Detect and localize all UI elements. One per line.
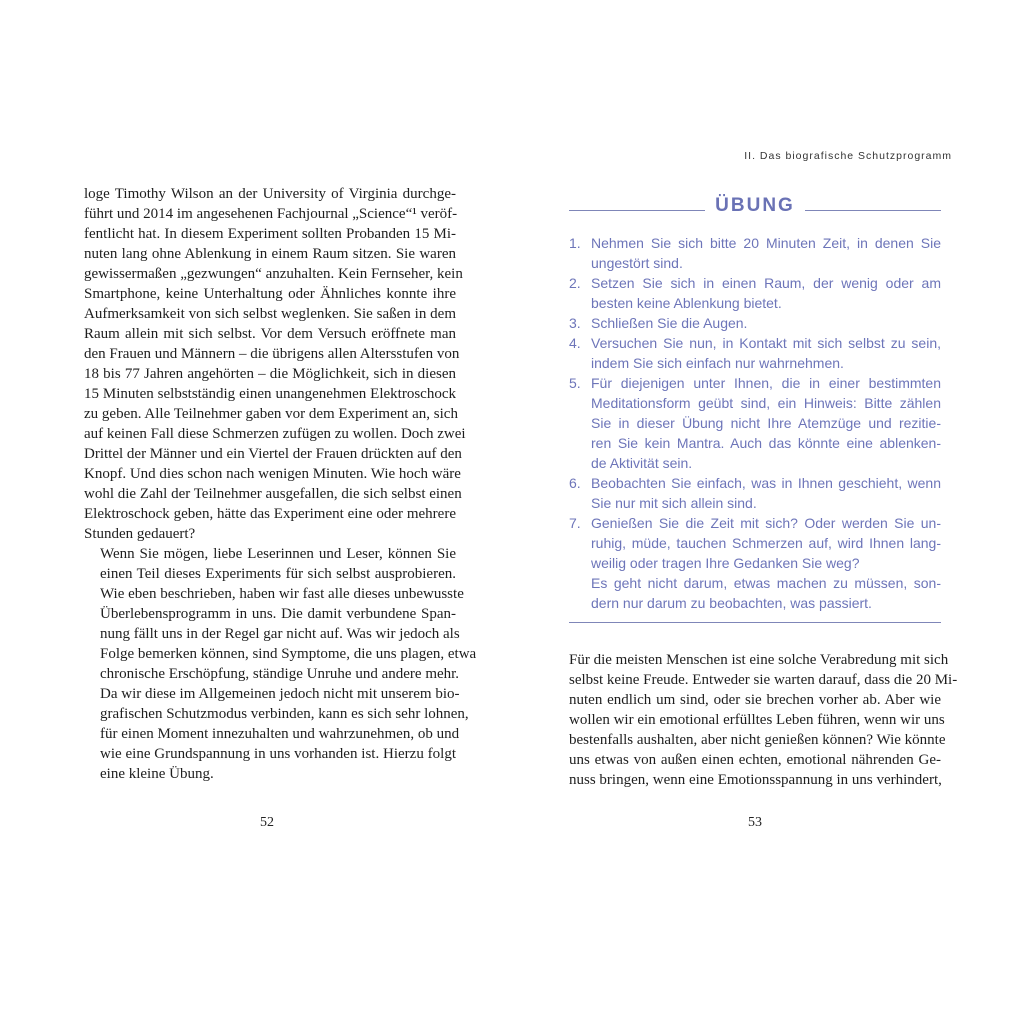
text-line: Beobachten Sie einfach, was in Ihnen geschieht, wenn: [591, 475, 941, 491]
header-rule-left: [569, 210, 705, 211]
page-number-left: 52: [260, 815, 274, 830]
exercise-item-number: 5.: [569, 375, 581, 391]
exercise-item-text: [591, 473, 941, 513]
text-line: Überlebensprogramm in uns. Die damit verbundene Span-: [100, 606, 456, 622]
exercise-item-text: [591, 233, 941, 273]
text-line: Nehmen Sie sich bitte 20 Minuten Zeit, in denen Sie: [591, 235, 941, 251]
text-line: besten keine Ablenkung bietet.: [591, 295, 782, 311]
text-line: auf keinen Fall diese Schmerzen zufügen zu wollen. Doch zwei: [84, 426, 466, 442]
text-line: de Aktivität sein.: [591, 455, 693, 471]
exercise-header: [569, 193, 941, 219]
right-body-text: [569, 650, 958, 790]
text-line: Smartphone, keine Unterhaltung oder Ähnliches konnte ihre: [84, 286, 456, 302]
text-line: Folge bemerken können, sind Symptome, die uns plagen, etwa: [100, 646, 477, 662]
text-line: bestenfalls aushalten, aber nicht genießen können? Wie könnte: [569, 732, 946, 748]
text-line: 18 bis 77 Jahren angehörten – die Möglichkeit, sich in diesen: [84, 366, 456, 382]
exercise-item: [569, 233, 941, 273]
text-line: uns etwas von außen einen echten, emotional nährenden Ge-: [569, 752, 941, 768]
text-line: indem Sie sich einfach nur wahrnehmen.: [591, 355, 844, 371]
exercise-item-text: [591, 273, 941, 313]
text-line: wollen wir ein emotional erfülltes Leben führen, wenn wir uns: [569, 712, 945, 728]
text-line: 15 Minuten selbstständig einen unangenehmen Elektroschock: [84, 386, 456, 402]
text-line: Meditationsform geübt sind, ein Hinweis: Bitte zählen: [591, 395, 941, 411]
exercise-item-text: [591, 333, 941, 373]
left-body-text: [84, 184, 477, 784]
exercise-item-number: 1.: [569, 235, 581, 251]
text-line: selbst keine Freude. Entweder sie warten darauf, dass die 20 Mi-: [569, 672, 958, 688]
exercise-box: [569, 193, 941, 613]
text-line: Für diejenigen unter Ihnen, die in einer bestimmten: [591, 375, 941, 391]
text-line: loge Timothy Wilson an der University of Virginia durchge-: [84, 186, 456, 202]
exercise-item-number: 7.: [569, 515, 581, 531]
text-line: eine kleine Übung.: [100, 766, 214, 782]
text-line: für einen Moment innezuhalten und wahrzunehmen, ob und: [100, 726, 460, 742]
text-line: fentlicht hat. In diesem Experiment sollten Probanden 15 Mi-: [84, 226, 456, 242]
text-line: ungestört sind.: [591, 255, 683, 271]
text-line: Da wir diese im Allgemeinen jedoch nicht mit unserem bio-: [100, 686, 460, 702]
paragraph-3: [569, 650, 958, 790]
exercise-item-text: [591, 313, 941, 333]
exercise-item-number: 6.: [569, 475, 581, 491]
text-line: Drittel der Männer und ein Viertel der Frauen drückten auf den: [84, 446, 462, 462]
text-line: den Frauen und Männern – die übrigens allen Altersstufen von: [84, 346, 460, 362]
exercise-item-number: 3.: [569, 315, 581, 331]
text-line: weilig oder tragen Ihre Gedanken Sie weg?: [591, 555, 860, 571]
text-line: nung fällt uns in der Regel gar nicht auf. Was wir jedoch als: [100, 626, 460, 642]
exercise-item: [569, 273, 941, 313]
text-line: ren Sie kein Mantra. Auch das könnte eine ablenken-: [591, 435, 941, 451]
page-number-right: 53: [748, 815, 762, 830]
exercise-item: [569, 473, 941, 513]
text-line: Wie eben beschrieben, haben wir fast alle dieses unbewusste: [100, 586, 464, 602]
text-line: ruhig, müde, tauchen Schmerzen auf, wird Ihnen lang-: [591, 535, 941, 551]
running-head: II. Das biografische Schutzprogramm: [744, 150, 952, 162]
exercise-list: [569, 233, 941, 613]
exercise-bottom-rule: [569, 622, 941, 623]
text-line: grafischen Schutzmodus verbinden, kann es sich sehr lohnen,: [100, 706, 469, 722]
text-line: Elektroschock geben, hätte das Experiment eine oder mehrere: [84, 506, 456, 522]
header-rule-right: [805, 210, 941, 211]
text-line: Knopf. Und dies schon nach wenigen Minuten. Wie hoch wäre: [84, 466, 461, 482]
text-line: Sie nur mit sich allein sind.: [591, 495, 757, 511]
paragraph-1: [84, 184, 466, 544]
exercise-title: ÜBUNG: [715, 195, 795, 216]
text-line: wie eine Grundspannung in uns vorhanden ist. Hierzu folgt: [100, 746, 456, 762]
text-line: Setzen Sie sich in einen Raum, der wenig oder am: [591, 275, 941, 291]
text-line: dern nur darum zu beobachten, was passiert.: [591, 595, 872, 611]
text-line: zu geben. Alle Teilnehmer gaben vor dem Experiment an, sich: [84, 406, 458, 422]
text-line: Raum allein mit sich selbst. Vor dem Versuch eröffnete man: [84, 326, 456, 342]
text-line: chronische Erschöpfung, ständige Unruhe und andere mehr.: [100, 666, 460, 682]
text-line: wohl die Zahl der Teilnehmer ausgefallen, die sich selbst einen: [84, 486, 462, 502]
text-line: Genießen Sie die Zeit mit sich? Oder werden Sie un-: [591, 515, 941, 531]
text-line: Versuchen Sie nun, in Kontakt mit sich selbst zu sein,: [591, 335, 941, 351]
exercise-item-text: [591, 513, 941, 613]
text-line: nuten endlich um sind, oder sie brechen vorher ab. Aber wie: [569, 692, 941, 708]
exercise-item-number: 4.: [569, 335, 581, 351]
exercise-item: [569, 513, 941, 613]
right-page: [512, 0, 1024, 1024]
text-line: einen Teil dieses Experiments für sich selbst ausprobieren.: [100, 566, 456, 582]
text-line: führt und 2014 im angesehenen Fachjournal „Science“¹ veröf-: [84, 206, 458, 222]
text-line: gewissermaßen „gezwungen“ anzuhalten. Kein Fernseher, kein: [84, 266, 463, 282]
text-line: Sie in dieser Übung nicht Ihre Atemzüge und rezitie-: [591, 415, 941, 431]
paragraph-2: [84, 544, 477, 784]
text-line: nuten lang ohne Ablenkung in einem Raum sitzen. Sie waren: [84, 246, 456, 262]
exercise-item: [569, 333, 941, 373]
exercise-item: [569, 313, 941, 333]
text-line: Für die meisten Menschen ist eine solche Verabredung mit sich: [569, 652, 949, 668]
text-line: Wenn Sie mögen, liebe Leserinnen und Leser, können Sie: [100, 546, 456, 562]
text-line: Stunden gedauert?: [84, 526, 196, 542]
exercise-item-number: 2.: [569, 275, 581, 291]
text-line: Es geht nicht darum, etwas machen zu müssen, son-: [591, 575, 941, 591]
text-line: nuss bringen, wenn eine Emotionsspannung in uns verhindert,: [569, 772, 942, 788]
exercise-item-text: [591, 373, 941, 473]
exercise-item: [569, 373, 941, 473]
text-line: Schließen Sie die Augen.: [591, 315, 748, 331]
text-line: Aufmerksamkeit von sich selbst weglenken. Sie saßen in dem: [84, 306, 456, 322]
